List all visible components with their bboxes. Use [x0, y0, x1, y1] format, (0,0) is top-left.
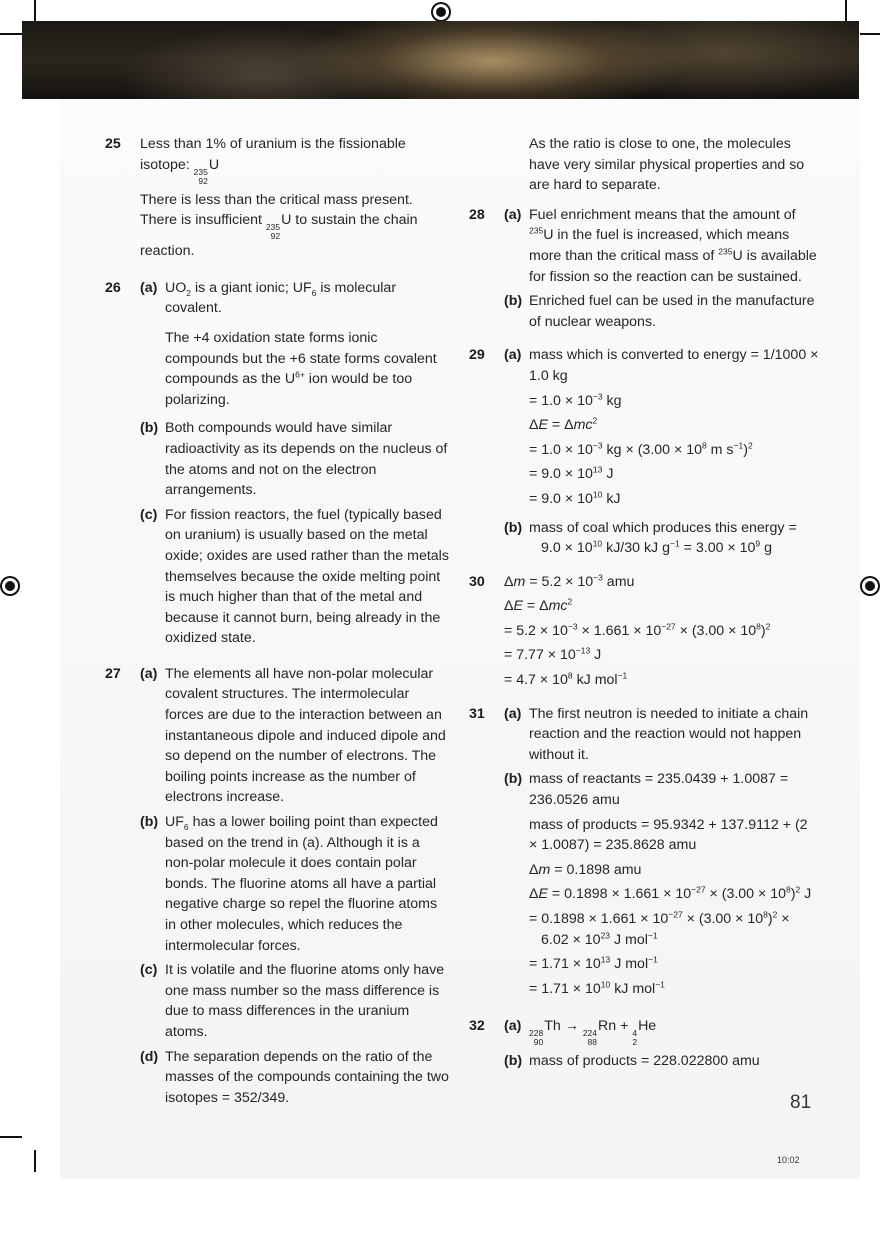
equation-line: = $9.0 \times 10^{10}$ kJ	[529, 489, 621, 507]
header-banner	[22, 21, 859, 99]
question-number: 26	[105, 279, 121, 296]
part-a: (a) The first neutron is needed to initiate a chain reaction and the reaction would not happen without it.	[504, 704, 819, 766]
equation-line: = $7.77 \times 10^{-13}$ J	[504, 645, 602, 664]
answer-text: The +4 oxidation state forms ionic compounds but the +6 state forms covalent compounds as the $U^{6+}$ ion would be too polarizing.	[165, 329, 437, 408]
equation-line: ΔE = Δmc$^2$	[504, 596, 573, 615]
question-28	[469, 205, 819, 337]
answer-text: Fuel enrichment means that the amount of $^{235}$U in the fuel is increased, which means more than the critical mass of $^{235}$U is available for fission so the reaction can be sustained.	[529, 206, 817, 285]
print-timestamp: 10:02	[777, 1155, 800, 1165]
question-30	[469, 572, 819, 695]
question-27-continued: As the ratio is close to one, the molecules have very similar physical properties and so are hard to separate.	[529, 136, 805, 194]
answer-text: $UO_2$ is a giant ionic; $UF_6$ is molecular covalent.	[165, 279, 397, 317]
part-b: (b) mass of coal which produces this energy = $9.0 \times 10^{10}$ kJ/30 kJ $g^{-1} = 3.00 \times 10^9$ g	[504, 518, 819, 559]
crop-mark	[34, 1150, 36, 1172]
crop-mark	[860, 33, 880, 35]
answer-text: The separation depends on the ratio of the masses of the compounds containing the two isotopes = 352/349.	[165, 1048, 449, 1106]
answer-text: The first neutron is needed to initiate a chain reaction and the reaction would not happen without it.	[529, 705, 809, 763]
right-column	[469, 134, 819, 1085]
question-number: 25	[105, 136, 121, 152]
part-d: (d) The separation depends on the ratio of the masses of the compounds containing the two isotopes = 352/349.	[140, 1047, 450, 1109]
equation-line: mass which is converted to energy = 1/1000 × 1.0 kg	[529, 347, 819, 384]
registration-mark-icon	[0, 576, 20, 596]
equation-line: = $1.71 \times 10^{13}$ J mol$^{-1}$	[529, 954, 658, 973]
crop-mark	[34, 0, 36, 22]
answer-text: For fission reactors, the fuel (typically based on uranium) is usually based on the metal oxide; oxides are used rather than the metals themselves because the oxide melting point is much higher than that of the metal and because it cannot burn, being already in the oxidized state.	[165, 506, 449, 647]
crop-mark	[845, 0, 847, 22]
question-32	[469, 1016, 819, 1076]
question-26	[105, 278, 450, 653]
equation-line: = $1.0 \times 10^{-3}$ kg × ($3.00 \times 10^8$ m $s^{-1})^2$	[529, 439, 753, 458]
equation-line: $\Delta m = 5.2 \times 10^{-3}$ amu	[504, 571, 635, 590]
equation-line: ΔE = Δmc$^2$	[529, 415, 598, 434]
crop-mark	[0, 1136, 22, 1138]
equation-line: mass of reactants = 235.0439 + 1.0087 = 236.0526 amu	[529, 771, 789, 809]
answer-text: mass of coal which produces this energy = $9.0 \times 10^{10}$ kJ/30 kJ $g^{-1} = 3.00 \times 10^9$ g	[529, 519, 797, 557]
equation-line: Δm = 0.1898 amu	[529, 861, 642, 878]
part-c: (c) For fission reactors, the fuel (typically based on uranium) is usually based on the metal oxide; oxides are used rather than the metals themselves because the oxide melting point is much higher than that of the metal and because it cannot burn, being already in the oxidized state.	[140, 505, 450, 649]
part-a: (a) The elements all have non-polar molecular covalent structures. The intermolecular forces are due to the interaction between an instantaneous dipole and induced dipole and so depend on the number of electrons. The boiling points increase as the number of electrons increase.	[140, 664, 450, 808]
question-number: 27	[105, 665, 121, 682]
left-column	[105, 134, 450, 1121]
answer-text: mass of products = 228.022800 amu	[529, 1053, 760, 1070]
registration-mark-icon	[431, 2, 451, 22]
part-b: (b) Both compounds would have similar radioactivity as its depends on the nucleus of the atoms and not on the electron arrangements.	[140, 418, 450, 500]
answer-text: Both compounds would have similar radioactivity as its depends on the nucleus of the atoms and not on the electron arrangements.	[165, 420, 448, 499]
equation-line: = $1.0 \times 10^{-3}$ kg	[529, 390, 622, 409]
part-b: (b) $UF_6$ has a lower boiling point than expected based on the trend in (a). Although it is a non-polar molecule it does contain polar bonds. The fluorine atoms all have a partial negative charge so repel the fluorine atoms in other molecules, which reduces the intermolecular forces.	[140, 812, 450, 956]
question-number: 28	[469, 206, 485, 223]
question-number: 29	[469, 347, 485, 364]
equation-line: = $4.7 \times 10^8$ kJ mol$^{-1}$	[504, 670, 628, 689]
answer-text: It is volatile and the fluorine atoms only have one mass number so the mass difference is due to mass differences in the uranium atoms.	[165, 962, 445, 1040]
question-25	[105, 134, 450, 266]
page-number: 81	[790, 1092, 812, 1113]
answer-text: Enriched fuel can be used in the manufacture of nuclear weapons.	[529, 293, 815, 330]
part-b: (b) mass of products = 228.022800 amu	[504, 1051, 819, 1072]
answer-text: $UF_6$ has a lower boiling point than expected based on the trend in (a). Although it is a non-polar molecule it does contain polar bonds. The fluorine atoms all have a partial negative charge so repel the fluorine atoms in other molecules, which reduces the intermolecular forces.	[165, 814, 438, 954]
question-31	[469, 704, 819, 1008]
answer-text: There is less than the critical mass present. There is insufficient 235 92 U to sustain the chain reaction.	[140, 191, 418, 260]
equation-line: = $0.1898 \times 1.661 \times 10^{-27} \times (3.00 \times 10^8)^2 \times 6.02 \times 10^{23}$ J mol$^{-1}$	[529, 909, 790, 948]
crop-mark	[0, 33, 22, 35]
equation-line: = $1.71 \times 10^{10}$ kJ mol$^{-1}$	[529, 979, 665, 997]
part-a: (a) mass which is converted to energy = 1/1000 × 1.0 kg = $1.0 \times 10^{-3}$ kg ΔE = Δmc$^2$ = $1.0 \times 10^{-3}$ kg × ($3.00 \times 10^8$ m $s^{-1})^2$ = $9.0 \times 10^{13}$ J = $9.0 \times 10^{10}$ kJ	[504, 345, 819, 513]
part-b: (b) Enriched fuel can be used in the manufacture of nuclear weapons.	[504, 291, 819, 332]
part-a: (a) $UO_2$ is a giant ionic; $UF_6$ is molecular covalent. The +4 oxidation state forms ionic compounds but the +6 state forms covalent compounds as the $U^{6+}$ ion would be too polarizing.	[140, 278, 450, 415]
equation-line: $\Delta E = 0.1898 \times 1.661 \times 10^{-27} \times (3.00 \times 10^8)^2$ J	[529, 884, 812, 903]
equation-line: mass of products = 95.9342 + 137.9112 + (2 × 1.0087) = 235.8628 amu	[529, 816, 808, 854]
registration-mark-icon	[860, 576, 880, 596]
answer-text: The elements all have non-polar molecular covalent structures. The intermolecular forces are due to the interaction between an instantaneous dipole and induced dipole and so depend on the number of electrons. The boiling points increase as the number of electrons increase.	[165, 665, 446, 806]
question-number: 32	[469, 1018, 485, 1035]
question-27	[105, 664, 450, 1112]
question-number: 30	[469, 573, 485, 590]
part-c: (c) It is volatile and the fluorine atoms only have one mass number so the mass difference is due to mass differences in the uranium atoms.	[140, 960, 450, 1042]
question-29	[469, 345, 819, 562]
question-number: 31	[469, 705, 485, 722]
part-a: (a) 228 90 Th → 224 88 Rn + 4 2 He	[504, 1016, 819, 1047]
part-b: (b) mass of reactants = 235.0439 + 1.0087 = 236.0526 amu mass of products = 95.9342 + 137.9112 + (2 × 1.0087) = 235.8628 amu Δm = 0.1898 amu $\Delta E = 0.1898 \times 1.661 \times 10^{-27} \times (3.00 \times 10^8)^2$ J = $0.1898 \times 1.661 \times 10^{-27} \times (3.00 \times 10^8)^2 \times 6.02 \times 10^{23}$ J mol$^{-1}$ = $1.71 \times 10^{13}$ J mol$^{-1}$ = $1.71 \times 10^{10}$ kJ mol$^{-1}$	[504, 769, 819, 1003]
equation-line: = $5.2 \times 10^{-3} \times 1.661 \times 10^{-27} \times (3.00 \times 10^8)^2$	[504, 621, 771, 639]
nuclear-equation: 228 90 Th → 224 88 Rn + 4 2 He	[529, 1018, 657, 1048]
answer-text: Less than 1% of uranium is the fissionable isotope: 235 92 U	[140, 136, 406, 186]
equation-line: = $9.0 \times 10^{13}$ J	[529, 464, 614, 483]
part-a: (a) Fuel enrichment means that the amount of $^{235}$U in the fuel is increased, which means more than the critical mass of $^{235}$U is available for fission so the reaction can be sustained.	[504, 205, 819, 287]
